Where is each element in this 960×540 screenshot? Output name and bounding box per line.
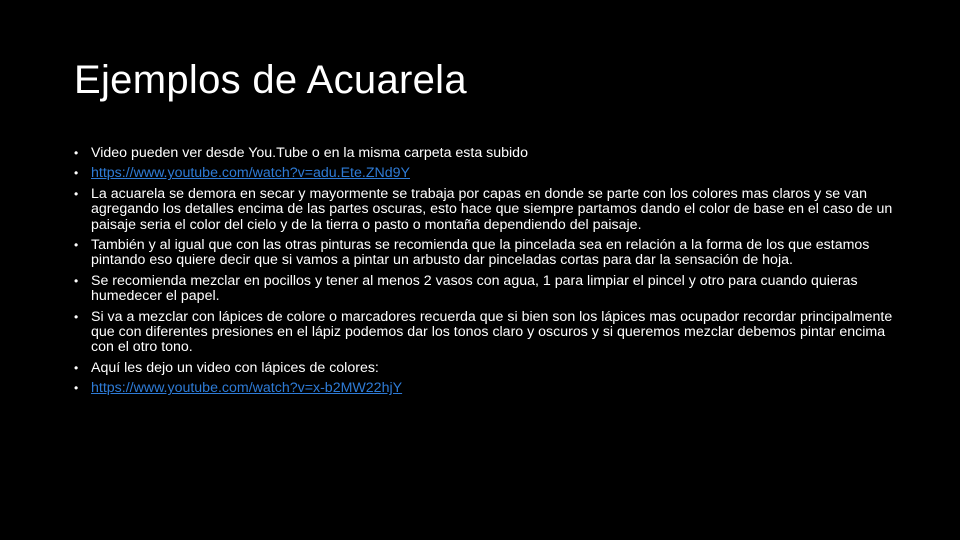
bullet-text: Si va a mezclar con lápices de colore o marcadores recuerda que si bien son los lápices mas ocupador recordar principalmente que con diferentes presiones en el lápiz podemos dar los tonos claro y oscuros y si queremos mezclar debemos pintar encima con el otro tono. <box>91 308 893 356</box>
bullet-dot-icon: • <box>74 381 79 396</box>
bullet-text: Video pueden ver desde You.Tube o en la misma carpeta esta subido <box>91 145 528 161</box>
bullet-item-mixing <box>74 274 894 305</box>
youtube-link-acuarela[interactable]: https://www.youtube.com/watch?v=adu.Ete.ZNd9Y <box>91 165 410 182</box>
bullet-dot-icon: • <box>74 238 79 253</box>
bullet-item-acuarela-layers <box>74 187 894 233</box>
bullet-item-link-2 <box>74 381 894 396</box>
bullet-text: Se recomienda mezclar en pocillos y tener al menos 2 vasos con agua, 1 para limpiar el pincel y otro para cuando quieras humedecer el papel. <box>91 272 858 305</box>
bullet-dot-icon: • <box>74 146 79 160</box>
bullet-dot-icon: • <box>74 273 79 288</box>
bullet-item-link-1 <box>74 166 894 181</box>
bullet-item-video-source <box>74 146 894 161</box>
bullet-dot-icon: • <box>74 360 79 375</box>
bullet-list <box>74 146 894 402</box>
bullet-text: También y al igual que con las otras pinturas se recomienda que la pincelada sea en relación a la forma de los que estamos pintando eso quiere decir que si vamos a pintar un arbusto dar pinceladas cortas para dar la sensación de hoja. <box>91 237 870 269</box>
bullet-dot-icon: • <box>74 186 79 201</box>
slide-title: Ejemplos de Acuarela <box>74 58 467 102</box>
bullet-item-brushstroke <box>74 238 894 269</box>
bullet-text: Aquí les dejo un video con lápices de colores: <box>91 359 379 376</box>
bullet-item-pencils <box>74 310 894 356</box>
bullet-item-video-pencils <box>74 361 894 376</box>
bullet-text: La acuarela se demora en secar y mayormente se trabaja por capas en donde se parte con los colores mas claros y se van agregando los detalles encima de las partes oscuras, esto hace que siempre partamos dando el color de base en el caso de un paisaje seria el color del cielo y de la tierra o pasto o montaña dependiendo del paisaje. <box>91 185 893 233</box>
bullet-dot-icon: • <box>74 309 79 324</box>
youtube-link-lapices[interactable]: https://www.youtube.com/watch?v=x-b2MW22hjY <box>91 380 403 397</box>
bullet-dot-icon: • <box>74 166 79 181</box>
